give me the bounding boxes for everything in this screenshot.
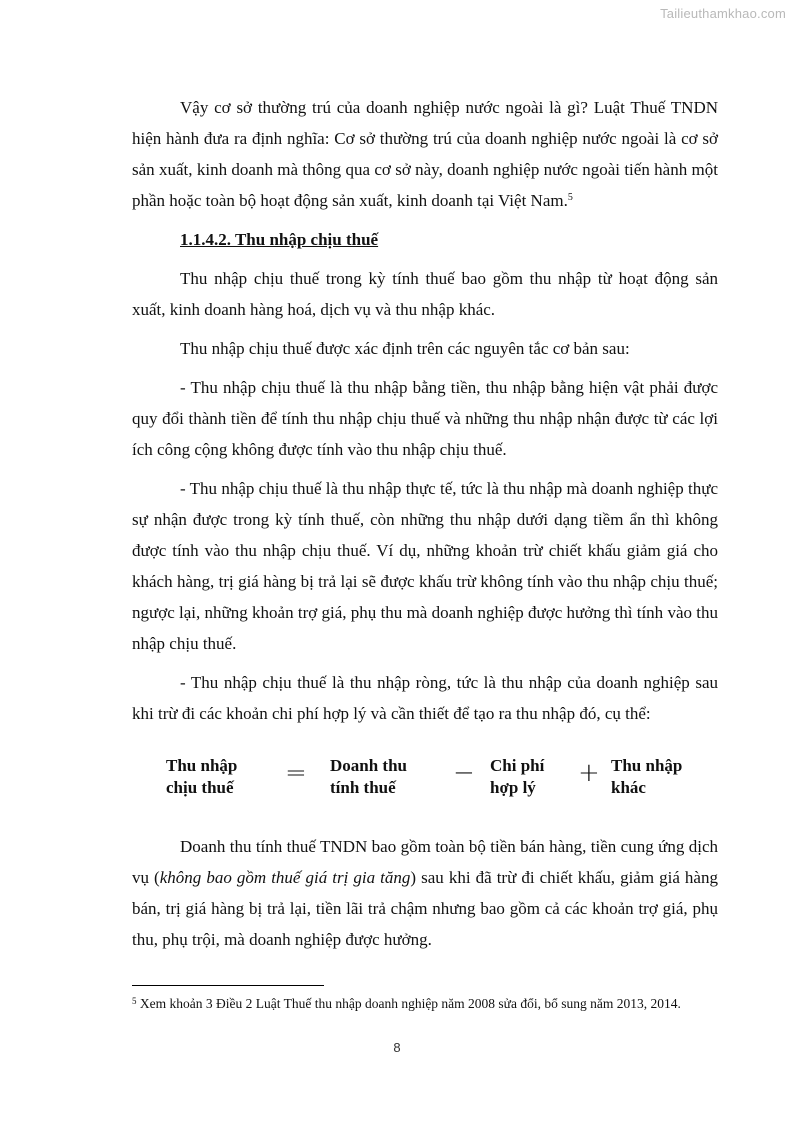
paragraph-principles-intro: Thu nhập chịu thuế được xác định trên các nguyên tắc cơ bản sau: [180, 339, 630, 358]
plus-sign: + [578, 758, 600, 788]
paragraph-taxable-revenue: Doanh thu tính thuế TNDN bao gồm toàn bộ tiền bán hàng, tiền cung ứng dịch vụ (không bao gồm thuế giá trị gia tăng) sau khi đã trừ đi chiết khấu, giảm giá hàng bán, trị giá hàng bị trả lại, tiền lãi trả chậm nhưng bao gồm cả các khoản trợ giá, phụ thu, phụ trội, mà doanh nghiệp được hưởng. [132, 837, 718, 949]
paragraph-permanent-establishment: Vậy cơ sở thường trú của doanh nghiệp nước ngoài là gì? Luật Thuế TNDN hiện hành đưa ra định nghĩa: Cơ sở thường trú của doanh nghiệp nước ngoài là cơ sở sản xuất, kinh doanh mà thông qua cơ sở này, doanh nghiệp nước ngoài tiến hành một phần hoặc toàn bộ hoạt động sản xuất, kinh doanh tại Việt Nam.$^5$ [132, 98, 718, 210]
minus-sign: − [453, 758, 475, 788]
formula-term-revenue: Doanh thu tính thuế [330, 756, 408, 797]
formula-term-other-income: Thu nhập khác [611, 756, 683, 797]
taxable-income-formula [132, 741, 718, 819]
footnote-ref[interactable]: 5 [567, 192, 573, 203]
page-number: 8 [393, 1040, 401, 1055]
watermark: Tailieuthamkhao.com [660, 6, 786, 21]
section-heading: 1.1.4.2. Thu nhập chịu thuế [180, 230, 379, 249]
formula-term-taxable-income: Thu nhập chịu thuế [166, 756, 238, 797]
paragraph-taxable-income-def: Thu nhập chịu thuế trong kỳ tính thuế bao gồm thu nhập từ hoạt động sản xuất, kinh doanh hàng hoá, dịch vụ và thu nhập khác. [132, 269, 718, 319]
equals-sign: = [285, 758, 307, 788]
paragraph-principle-net: - Thu nhập chịu thuế là thu nhập ròng, tức là thu nhập của doanh nghiệp sau khi trừ đi các khoản chi phí hợp lý và cần thiết để tạo ra thu nhập đó, cụ thể: [132, 673, 718, 723]
page-body [132, 92, 718, 955]
footnote: $^5$ Xem khoản 3 Điều 2 Luật Thuế thu nhập doanh nghiệp năm 2008 sửa đổi, bổ sung năm 2013, 2014. [132, 996, 681, 1011]
footnote-divider [132, 985, 324, 986]
paragraph-principle-actual: - Thu nhập chịu thuế là thu nhập thực tế, tức là thu nhập mà doanh nghiệp thực sự nhận được trong kỳ tính thuế, còn những thu nhập dưới dạng tiềm ẩn thì không được tính vào thu nhập chịu thuế. Ví dụ, những khoản trừ chiết khấu giảm giá cho khách hàng, trị giá hàng bị trả lại sẽ được khấu trừ không tính vào thu nhập chịu thuế; ngược lại, những khoản trợ giá, phụ thu mà doanh nghiệp được hưởng thì tính vào thu nhập chịu thuế. [132, 479, 718, 653]
paragraph-principle-money: - Thu nhập chịu thuế là thu nhập bằng tiền, thu nhập bằng hiện vật phải được quy đổi thành tiền để tính thu nhập chịu thuế và những thu nhập nhận được từ các lợi ích công cộng không được tính vào thu nhập chịu thuế. [132, 378, 718, 459]
formula-term-expenses: Chi phí hợp lý [490, 756, 545, 797]
